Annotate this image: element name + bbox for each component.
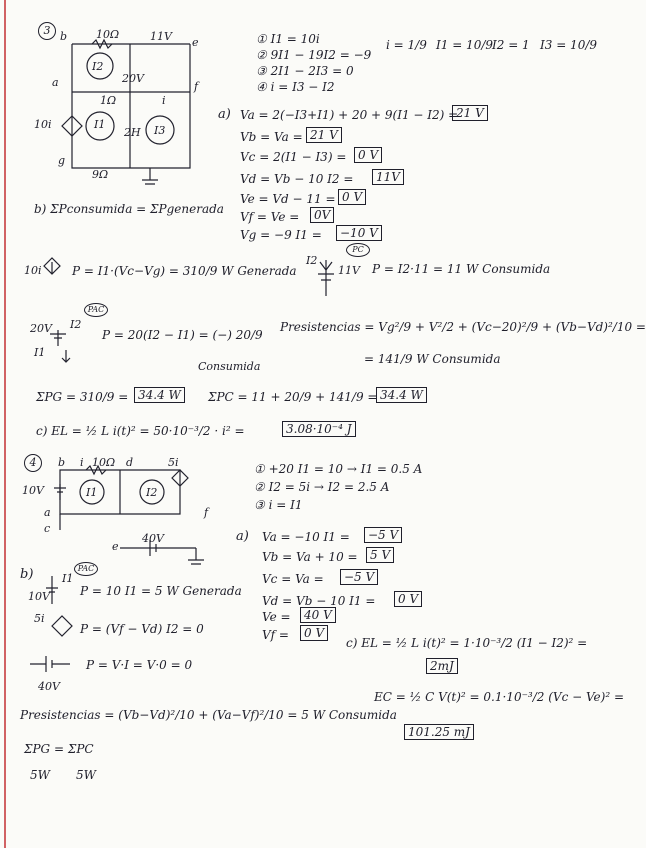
p3-eq-1: ① I1 = 10i: [256, 32, 320, 46]
p4-dep-label: 5i: [34, 612, 45, 625]
p4-eq-2: ② I2 = 5i → I2 = 2.5 A: [254, 480, 390, 494]
p4-src10-label: 10V: [28, 590, 50, 603]
p3-part-b-heading: b) ΣPconsumida = ΣPgenerada: [34, 202, 224, 216]
p3-vf-eq: Vf = Ve =: [240, 210, 300, 224]
p4-vb-result: 5 V: [366, 547, 394, 563]
p3-result-i1: I1 = 10/9: [436, 38, 494, 52]
p4-node-a: a: [44, 506, 51, 519]
p4-vc-result: −5 V: [340, 569, 378, 585]
p4-part-c2: EC = ½ C V(t)² = 0.1·10⁻³/2 (Vc − Ve)² =: [374, 690, 624, 704]
p4-dep-power: P = (Vf − Vd) I2 = 0: [80, 622, 204, 636]
p4-vc-eq: Vc = Va =: [262, 572, 324, 586]
p3-vg-result: −10 V: [336, 225, 382, 241]
p4-res-power: Presistencias = (Vb−Vd)²/10 + (Va−Vf)²/10 = 5 W Consumida: [20, 708, 397, 722]
p4-va-result: −5 V: [364, 527, 402, 543]
p3-sum-pc-result: 34.4 W: [376, 387, 427, 403]
p4-pac-tag: PAC: [74, 562, 98, 576]
p3-sum-pc: ΣPC = 11 + 20/9 + 141/9 =: [208, 390, 378, 404]
p3-result-i2: I2 = 1: [492, 38, 530, 52]
p3-dep-power: P = I1·(Vc−Vg) = 310/9 W Generada: [72, 264, 297, 278]
p3-res-1: 1Ω: [100, 94, 117, 107]
p4-eq-3: ③ i = I1: [254, 498, 303, 512]
p3-node-f: f: [194, 80, 199, 93]
p4-ve-eq: Ve =: [262, 610, 291, 624]
p3-src11-i2: I2: [306, 254, 318, 267]
p4-src40-power: P = V·I = V·0 = 0: [86, 658, 193, 672]
p3-ind-2h: 2H: [124, 126, 141, 139]
p3-src20-i1: I1: [34, 346, 46, 359]
p3-vb-eq: Vb = Va =: [240, 130, 303, 144]
p3-eq-2: ② 9I1 − 19I2 = −9: [256, 48, 372, 62]
p4-src10-i1: I1: [62, 572, 74, 585]
p4-src-10v: 10V: [22, 484, 44, 497]
p4-sum-line: ΣPG = ΣPC: [24, 742, 94, 756]
p3-part-c-result: 3.08·10⁻⁴ J: [282, 421, 356, 437]
p4-res-10: 10Ω: [92, 456, 116, 469]
p4-ve-result: 40 V: [300, 607, 336, 623]
p3-pac-tag: PAC: [84, 303, 108, 317]
p4-node-b: b: [58, 456, 66, 469]
p3-src11-label: 11V: [338, 264, 360, 277]
p4-mesh-i2: I2: [146, 486, 158, 499]
problem-3-number: 3: [38, 22, 56, 40]
p4-cur-i: i: [80, 456, 84, 469]
p3-cur-i: i: [162, 94, 166, 107]
p3-eq-4: ④ i = I3 − I2: [256, 80, 335, 94]
p4-eq-1: ① +20 I1 = 10 → I1 = 0.5 A: [254, 462, 423, 476]
p3-va-eq: Va = 2(−I3+I1) + 20 + 9(I1 − I2) =: [240, 108, 459, 122]
p3-mesh-i1: I1: [94, 118, 106, 131]
p3-src-11v: 11V: [150, 30, 172, 43]
p3-part-a-label: a): [218, 107, 231, 122]
p3-dep-10i: 10i: [34, 118, 52, 131]
p4-vf-eq: Vf =: [262, 628, 289, 642]
p4-part-b-label: b): [20, 567, 34, 582]
p4-node-f: f: [204, 506, 209, 519]
p3-ve-eq: Ve = Vd − 11 =: [240, 192, 336, 206]
p4-vb-eq: Vb = Va + 10 =: [262, 550, 358, 564]
p3-vg-eq: Vg = −9 I1 =: [240, 228, 322, 242]
p3-volt-20v: 20V: [122, 72, 144, 85]
p3-sum-pg: ΣPG = 310/9 =: [36, 390, 129, 404]
p3-node-g: g: [58, 154, 66, 167]
p3-vc-eq: Vc = 2(I1 − I3) =: [240, 150, 347, 164]
p3-mesh-i3: I3: [154, 124, 166, 137]
p3-vd-eq: Vd = Vb − 10 I2 =: [240, 172, 354, 186]
p3-src11-power: P = I2·11 = 11 W Consumida: [372, 262, 551, 276]
problem-4-number: 4: [24, 454, 42, 472]
p3-ve-result: 0 V: [338, 189, 366, 205]
p3-res-power-rhs: = 141/9 W Consumida: [364, 352, 501, 366]
p4-part-c2-result: 101.25 mJ: [404, 724, 474, 740]
p4-src-40v: 40V: [142, 532, 164, 545]
p3-res-power-lhs: Presistencias = Vg²/9 + V²/2 + (Vc−20)²/9 + (Vb−Vd)²/10 =: [280, 320, 646, 334]
p4-sum-pg-val: 5W: [30, 768, 50, 782]
p4-part-c1: c) EL = ½ L i(t)² = 1·10⁻³/2 (I1 − I2)² =: [346, 636, 588, 650]
p3-pc-tag: PC: [346, 243, 370, 257]
p3-res-10: 10Ω: [96, 28, 120, 41]
p4-vf-result: 0 V: [300, 625, 328, 641]
p4-mesh-i1: I1: [86, 486, 98, 499]
p3-src20-note: Consumida: [198, 360, 261, 373]
p3-node-b: b: [60, 30, 68, 43]
p4-part-c1-result: 2mJ: [426, 658, 458, 674]
p3-src20-power: P = 20(I2 − I1) = (−) 20/9: [102, 328, 263, 342]
p3-sum-pg-result: 34.4 W: [134, 387, 185, 403]
p4-vd-eq: Vd = Vb − 10 I1 =: [262, 594, 376, 608]
p3-res-9: 9Ω: [92, 168, 109, 181]
p4-va-eq: Va = −10 I1 =: [262, 530, 350, 544]
p3-part-c: c) EL = ½ L i(t)² = 50·10⁻³/2 · i² =: [36, 424, 245, 438]
p4-vd-result: 0 V: [394, 591, 422, 607]
p4-sum-pc-val: 5W: [76, 768, 96, 782]
p3-eq-3: ③ 2I1 − 2I3 = 0: [256, 64, 354, 78]
p3-dep-label: 10i: [24, 264, 42, 277]
p3-src20-label: 20V: [30, 322, 52, 335]
p4-part-a-label: a): [236, 529, 249, 544]
p3-vf-result: 0V: [310, 207, 334, 223]
p4-node-e: e: [112, 540, 119, 553]
p3-vd-result: 11V: [372, 169, 404, 185]
p3-result-i3: I3 = 10/9: [540, 38, 598, 52]
p4-node-c: c: [44, 522, 51, 535]
p3-mesh-i2: I2: [92, 60, 104, 73]
p4-dep-5i: 5i: [168, 456, 179, 469]
p4-src10-power: P = 10 I1 = 5 W Generada: [80, 584, 242, 598]
p3-vc-result: 0 V: [354, 147, 382, 163]
p3-result-i: i = 1/9: [386, 38, 427, 52]
p3-node-e: e: [192, 36, 199, 49]
p3-vb-result: 21 V: [306, 127, 342, 143]
p3-src20-i2: I2: [70, 318, 82, 331]
p3-va-result: 21 V: [452, 105, 488, 121]
p4-node-d: d: [126, 456, 134, 469]
p3-node-a: a: [52, 76, 59, 89]
p4-src40-label: 40V: [38, 680, 60, 693]
